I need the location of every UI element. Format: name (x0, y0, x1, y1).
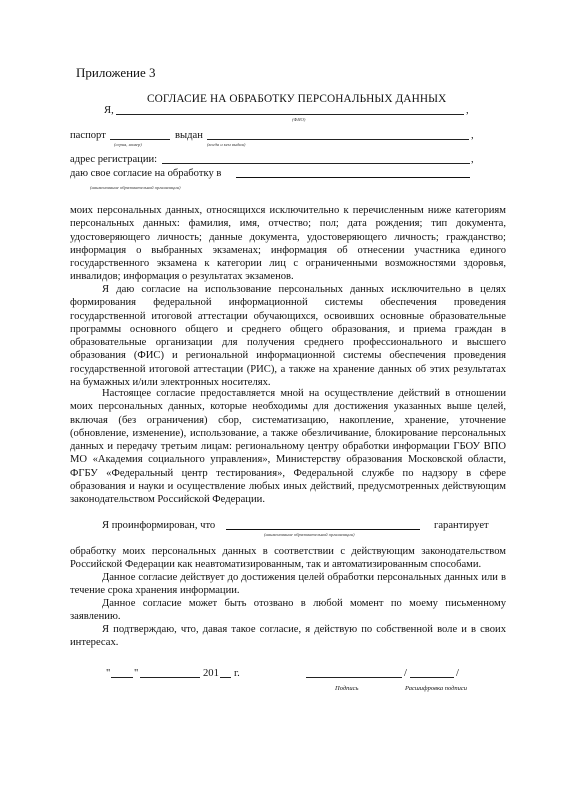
paragraph-purpose (70, 283, 506, 389)
passport-label: паспорт (70, 130, 106, 141)
passport-series-field[interactable] (110, 139, 170, 140)
consent-to-label: даю свое согласие на обработку в (70, 168, 222, 179)
date-year-suffix: г. (234, 668, 240, 679)
paragraph-processing: обработку моих персональных данных в соответствии с действующим законодательством Российской Федерации как неавтоматизированным, так и автоматизированным способами. (70, 546, 506, 571)
fio-field[interactable] (116, 114, 464, 115)
address-field[interactable] (162, 163, 470, 164)
date-year-field[interactable] (220, 677, 231, 678)
paragraph-revocation-text: Данное согласие может быть отозвано в любой момент по моему письменному заявлению. (70, 598, 506, 623)
passport-series-caption: (серия, номер) (114, 142, 142, 147)
issued-comma: , (471, 130, 474, 141)
paragraph-purpose-text: Я даю согласие на использование персональных данных исключительно в целях формирования федеральной информационной системы обеспечения проведения государственной итоговой аттестации обучающихся, освоивших основные образовательные программы основного общего и среднего общего образования, и приема граждан в образовательные организации для получения среднего профессионального и высшего образования (ФИС) и региональной информационной системы обеспечения проведения государственной итоговой аттестации (РИС), а также на хранение данных об этих результатах на бумажных и/или электронных носителях. (70, 284, 506, 389)
signature-caption: Подпись (335, 685, 359, 692)
paragraph-actions (70, 387, 506, 507)
informed-organization-field[interactable] (226, 529, 420, 530)
date-year-prefix: 201 (203, 668, 219, 679)
informed-caption: (наименование образовательной организации) (264, 532, 355, 537)
organization-field[interactable] (236, 177, 470, 178)
document-title: СОГЛАСИЕ НА ОБРАБОТКУ ПЕРСОНАЛЬНЫХ ДАННЫХ (147, 93, 447, 105)
date-day-field[interactable] (111, 677, 133, 678)
paragraph-confirmation-text: Я подтверждаю, что, давая такое согласие, я действую по собственной воле и в своих интересах. (70, 624, 506, 649)
paragraph-validity (70, 571, 506, 598)
ya-label: Я, (104, 105, 114, 116)
address-label: адрес регистрации: (70, 154, 158, 165)
date-month-field[interactable] (140, 677, 200, 678)
address-comma: , (471, 154, 474, 165)
organization-caption: (наименование образовательной организации) (90, 185, 181, 190)
issued-label: выдан (175, 130, 203, 141)
fio-caption: (ФИО) (292, 117, 306, 122)
date-close-quote: " (134, 668, 139, 679)
signature-field[interactable] (306, 677, 402, 678)
paragraph-confirmation (70, 623, 506, 650)
issued-by-field[interactable] (207, 139, 469, 140)
informed-label: Я проинформирован, что (102, 520, 216, 531)
paragraph-categories: моих персональных данных, относящихся исключительно к перечисленным ниже категориям персональных данных: фамилия, имя, отчество; пол; дата рождения; тип документа, удостоверяющего личность; данные документа, удостоверяющего личность; гражданство; информация о выбранных экзаменах; информация об отнесении участника единого государственного экзамена к категории лиц с ограниченными возможностями здоровья, инвалидов; информация о результатах экзаменов. (70, 205, 506, 283)
date-open-quote: " (106, 668, 111, 679)
appendix-label: Приложение 3 (76, 65, 156, 80)
signature-decode-field[interactable] (410, 677, 454, 678)
paragraph-revocation (70, 597, 506, 624)
guarantees-label: гарантирует (434, 520, 489, 531)
paragraph-validity-text: Данное согласие действует до достижения целей обработки персональных данных или в течение срока хранения информации. (70, 572, 506, 597)
signature-slash-1: / (404, 668, 407, 679)
paragraph-actions-text: Настоящее согласие предоставляется мной на осуществление действий в отношении моих персональных данных, которые необходимы для достижения указанных выше целей, включая (без ограничения) сбор, систематизацию, накопление, хранение, уточнение (обновление, изменение), использование, а также обезличивание, блокирование персональных данных и передачу третьим лицам: региональному центру обработки информации ГБОУ ВПО МО «Академия социального управления», Министерству образования Московской области, ФГБУ «Федеральный центр тестирования», Федеральной службе по надзору в сфере образования и науки и осуществление любых иных действий, предусмотренных действующим законодательством Российской Федерации. (70, 388, 506, 506)
fio-comma: , (466, 105, 469, 116)
issued-caption: (когда и кем выдан) (207, 142, 246, 147)
signature-slash-2: / (456, 668, 459, 679)
signature-decode-caption: Расшифровка подписи (405, 685, 468, 692)
